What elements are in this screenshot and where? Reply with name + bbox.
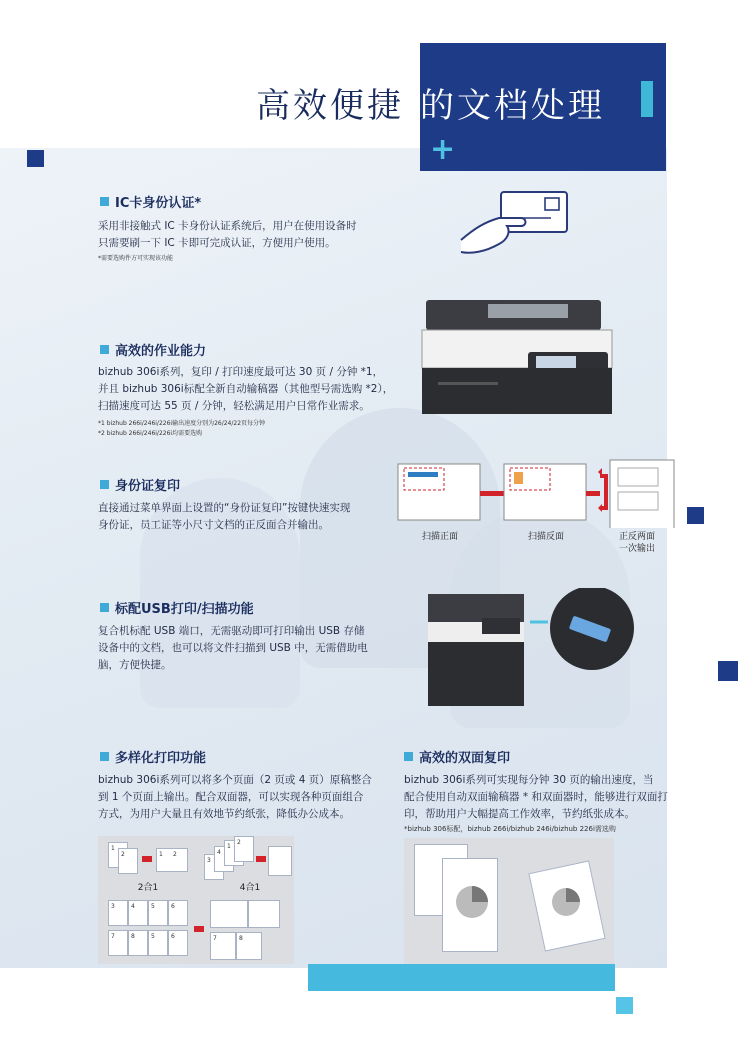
page-thumb: 7 — [108, 930, 128, 956]
page-title: 高效便捷 — [256, 86, 404, 126]
decor-square — [718, 661, 738, 681]
section-heading-ic: IC卡身份认证* — [100, 192, 201, 211]
page-title-highlight: 的文档处理 — [420, 86, 605, 126]
section-heading-usb: 标配USB打印/扫描功能 — [100, 598, 254, 617]
bullet-square — [100, 480, 109, 489]
arrow-icon — [142, 856, 152, 862]
bullet-square — [100, 197, 109, 206]
duplex-diagram — [404, 838, 614, 964]
arrow-icon — [194, 926, 204, 932]
usb-description: 复合机标配 USB 端口，无需驱动即可打印输出 USB 存储 设备中的文档，也可以将文件扫描到 USB 中，无需借助电 脑，方便快捷。 — [98, 625, 368, 671]
pie-chart-icon — [452, 882, 492, 922]
id-copy-diagram — [396, 458, 678, 528]
idcopy-description: 直接通过菜单界面上设置的“身份证复印”按键快速实现 身份证，员工证等小尺寸文档的正反面合并输出。 — [98, 502, 351, 531]
page-thumb: 4 — [214, 846, 234, 872]
section-heading-multi: 多样化打印功能 — [100, 747, 206, 766]
decor-square — [27, 150, 44, 167]
page-thumb: 2 — [118, 848, 138, 874]
speed-description: bizhub 306i系列，复印 / 打印速度最可达 30 页 / 分钟 *1， 并且 bizhub 306i标配全新自动输稿器（其他型号需选购 *2）， 扫描速度可达 55 页 / 分钟，轻松满足用户日常作业需求。 — [98, 366, 394, 412]
decor-square — [687, 507, 704, 524]
speed-note-2: *2 bizhub 266i/246i/226i均需要选购 — [98, 430, 203, 437]
section-heading-idcopy: 身份证复印 — [100, 475, 180, 494]
caption-2in1: 2合1 — [137, 883, 159, 893]
caption-4in1: 4合1 — [239, 883, 261, 893]
title-accent-bar — [641, 81, 653, 117]
page-thumb: 8 — [236, 932, 262, 960]
page-thumb: 3 — [108, 900, 128, 926]
bullet-square — [100, 603, 109, 612]
page-thumb: 6 — [168, 930, 188, 956]
ic-note: *需要选购件方可实现该功能 — [98, 255, 174, 262]
caption-output: 正反两面 一次输出 — [618, 532, 655, 554]
page-thumb: 2 — [234, 836, 254, 862]
bullet-square — [100, 752, 109, 761]
bullet-square — [100, 345, 109, 354]
section-heading-duplex: 高效的双面复印 — [404, 747, 510, 766]
section-heading-speed: 高效的作业能力 — [100, 340, 206, 359]
page-thumb: 1 — [108, 842, 128, 868]
caption-scan-back: 扫描反面 — [527, 532, 564, 542]
page-thumb — [268, 846, 292, 876]
duplex-description: bizhub 306i系列可实现每分钟 30 页的输出速度，当 配合使用自动双面输稿器 * 和双面器时，能够进行双面打 印，帮助用户大幅提高工作效率，节约纸张成本。 — [404, 774, 668, 820]
page-thumb: 4 — [128, 900, 148, 926]
page-thumb: 5 — [148, 930, 168, 956]
speed-note-1: *1 bizhub 266i/246i/226i输出速度分别为26/24/22页每分钟 — [98, 420, 266, 427]
ic-description: 采用非接触式 IC 卡身份认证系统后，用户在使用设备时 只需要刷一下 IC 卡即可完成认证，方便用户使用。 — [98, 220, 357, 249]
page-thumb: 5 — [148, 900, 168, 926]
decor-square — [616, 997, 633, 1014]
ic-card-hand-icon — [455, 188, 575, 258]
arrow-icon — [256, 856, 266, 862]
page-thumb — [248, 900, 280, 928]
multi-description: bizhub 306i系列可以将多个页面（2 页或 4 页）原稿整合 到 1 个页面上输出。配合双面器，可以实现各种页面组合 方式，为用户大量且有效地节约纸张，降低办公成本。 — [98, 774, 372, 820]
page-thumb: 1 — [224, 840, 244, 866]
footer-accent-strip — [308, 964, 615, 991]
multi-page-diagram — [98, 836, 294, 964]
duplex-note: *bizhub 306标配，bizhub 266i/bizhub 246i/bizhub 226i需选购 — [404, 825, 616, 833]
page-thumb: 8 — [128, 930, 148, 956]
page-thumb: 3 — [204, 854, 224, 880]
plus-icon: + — [430, 132, 456, 167]
caption-scan-front: 扫描正面 — [421, 532, 458, 542]
pie-chart-icon — [548, 884, 584, 920]
bullet-square — [404, 752, 413, 761]
page-thumb: 1 2 — [156, 848, 188, 872]
page-thumb — [210, 900, 248, 928]
page-thumb: 7 — [210, 932, 236, 960]
page-thumb: 6 — [168, 900, 188, 926]
printer-image — [418, 296, 628, 416]
usb-printer-image — [424, 588, 634, 708]
